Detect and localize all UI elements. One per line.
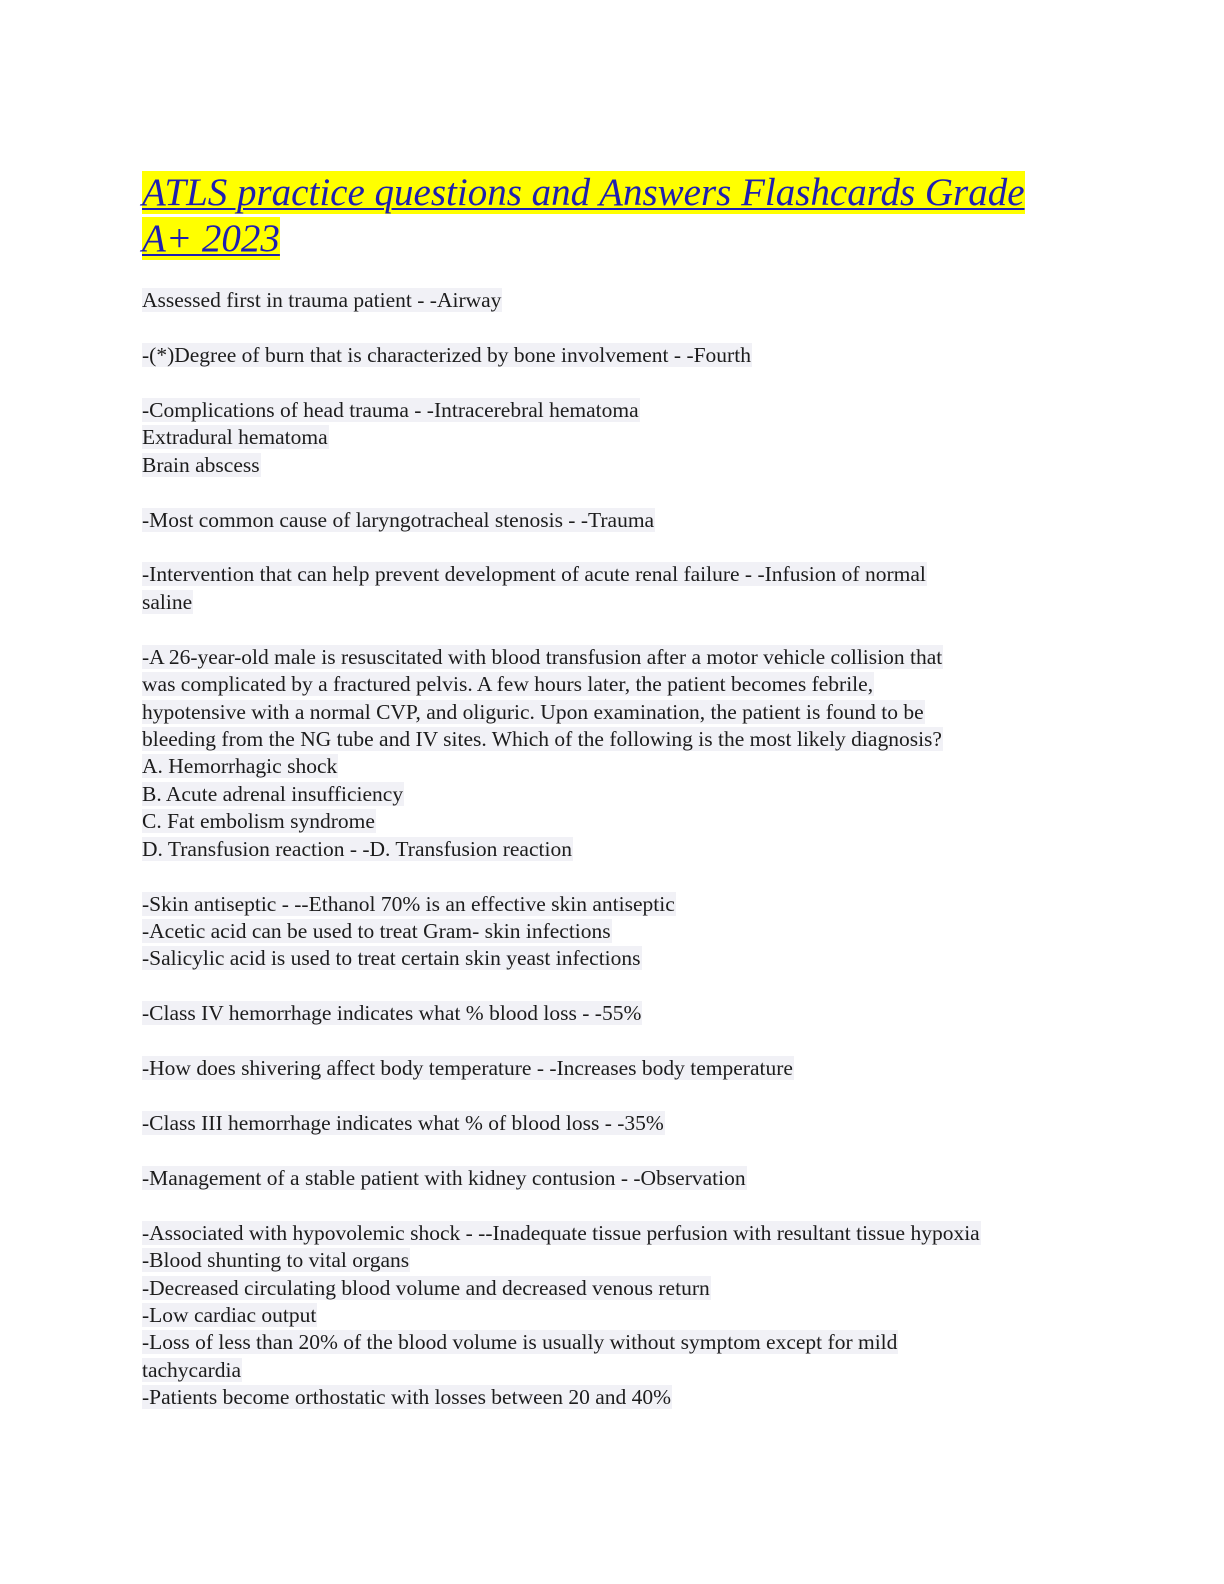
flashcard <box>142 1165 1102 1192</box>
flashcard-line: -A 26-year-old male is resuscitated with blood transfusion after a motor vehicle collision that <box>142 644 943 669</box>
flashcard <box>142 1000 1102 1027</box>
flashcard-line: -Blood shunting to vital organs <box>142 1248 410 1273</box>
flashcard-line: bleeding from the NG tube and IV sites. Which of the following is the most likely diagnosis? <box>142 726 942 751</box>
flashcard-line: D. Transfusion reaction - -D. Transfusion reaction <box>142 836 572 861</box>
flashcard <box>142 891 1102 973</box>
flashcard-line: -Management of a stable patient with kidney contusion - -Observation <box>142 1165 746 1190</box>
flashcard <box>142 1220 1102 1412</box>
title-line-1: ATLS practice questions and Answers Flashcards Grade <box>142 171 1025 214</box>
flashcard-line: C. Fat embolism syndrome <box>142 809 375 834</box>
flashcard-line: was complicated by a fractured pelvis. A few hours later, the patient becomes febrile, <box>142 672 874 697</box>
flashcard-line: A. Hemorrhagic shock <box>142 754 338 779</box>
flashcard-line: -Loss of less than 20% of the blood volume is usually without symptom except for mild <box>142 1330 898 1355</box>
document-title <box>142 170 1082 262</box>
flashcard-line: tachycardia <box>142 1357 242 1382</box>
flashcard-line: -Class III hemorrhage indicates what % of blood loss - -35% <box>142 1111 664 1136</box>
title-line-2: A+ 2023 <box>142 217 280 260</box>
flashcard-line: hypotensive with a normal CVP, and oliguric. Upon examination, the patient is found to be <box>142 699 924 724</box>
flashcard-line: saline <box>142 589 193 614</box>
flashcard-line: -Low cardiac output <box>142 1303 317 1328</box>
flashcard-line: Extradural hematoma <box>142 425 328 450</box>
flashcard-line: -Acetic acid can be used to treat Gram- skin infections <box>142 918 611 943</box>
flashcard <box>142 561 1102 616</box>
flashcard-list <box>142 287 1102 1439</box>
flashcard-line: -Class IV hemorrhage indicates what % blood loss - -55% <box>142 1001 642 1026</box>
flashcard-line: -Decreased circulating blood volume and decreased venous return <box>142 1275 710 1300</box>
flashcard-line: -Associated with hypovolemic shock - --Inadequate tissue perfusion with resultant tissue hypoxia <box>142 1220 980 1245</box>
flashcard-line: -Most common cause of laryngotracheal stenosis - -Trauma <box>142 507 655 532</box>
flashcard-line: -Salicylic acid is used to treat certain skin yeast infections <box>142 946 641 971</box>
flashcard-line: -How does shivering affect body temperature - -Increases body temperature <box>142 1056 793 1081</box>
flashcard-line: -Intervention that can help prevent development of acute renal failure - -Infusion of normal <box>142 562 926 587</box>
flashcard <box>142 397 1102 479</box>
flashcard-line: B. Acute adrenal insufficiency <box>142 781 404 806</box>
flashcard <box>142 507 1102 534</box>
flashcard <box>142 1110 1102 1137</box>
flashcard-line: Assessed first in trauma patient - -Airway <box>142 288 502 312</box>
flashcard <box>142 287 1102 314</box>
flashcard <box>142 1055 1102 1082</box>
flashcard-line: -Patients become orthostatic with losses between 20 and 40% <box>142 1385 672 1410</box>
flashcard-line: Brain abscess <box>142 452 260 477</box>
flashcard-line: -Skin antiseptic - --Ethanol 70% is an effective skin antiseptic <box>142 891 675 916</box>
flashcard <box>142 342 1102 369</box>
flashcard-line: -Complications of head trauma - -Intracerebral hematoma <box>142 397 639 422</box>
flashcard <box>142 644 1102 863</box>
flashcard-line: -(*)Degree of burn that is characterized by bone involvement - -Fourth <box>142 342 751 367</box>
